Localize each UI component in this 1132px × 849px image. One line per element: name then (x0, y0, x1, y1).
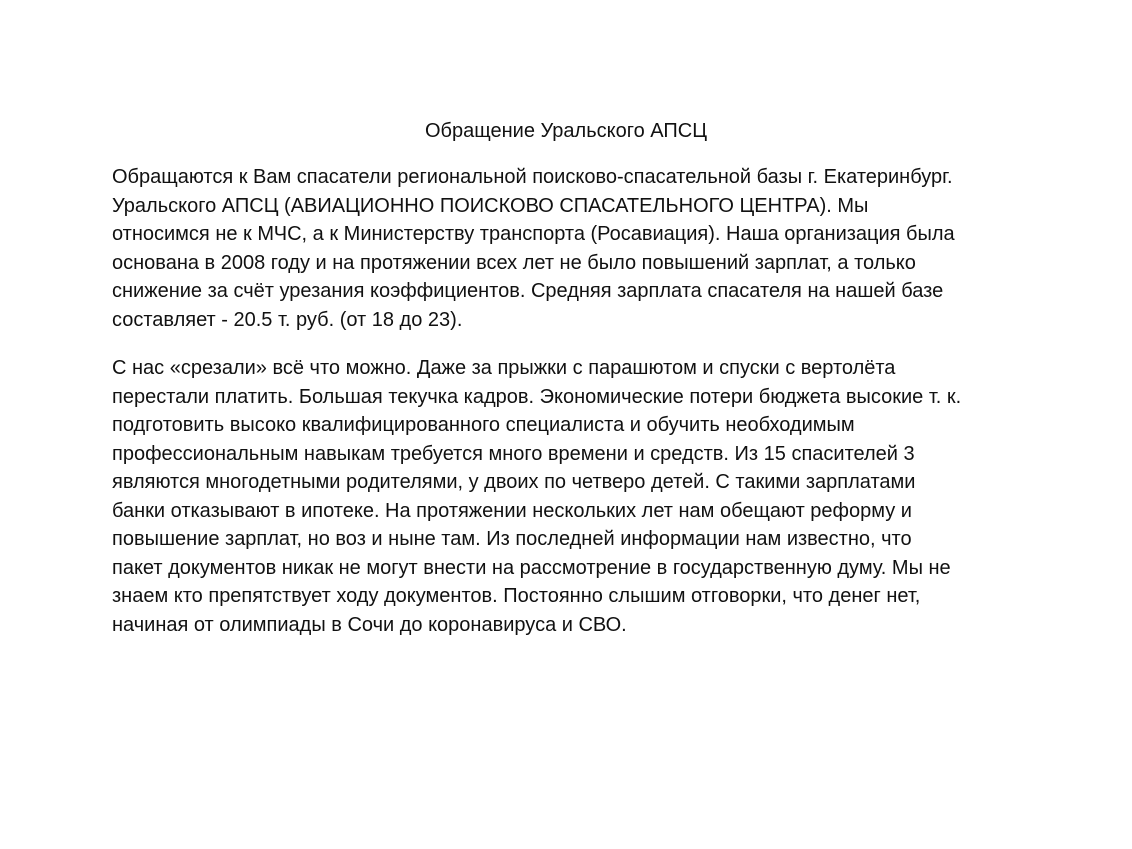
document-title: Обращение Уральского АПСЦ (424, 120, 707, 142)
document-body (112, 163, 1092, 639)
paragraph-1: Обращаются к Вам спасатели региональной поисково-спасательной базы г. Екатеринбург. Уральского АПСЦ (АВИАЦИОННО ПОИСКОВО СПАСАТЕЛЬНОГО ЦЕНТРА). Мы относимся не к МЧС, а к Министерству транспорта (Росавиация). Наша организация была основана в 2008 году и на протяжении всех лет не было повышений зарплат, а только снижение за счёт урезания коэффициентов. Средняя зарплата спасателя на нашей базе составляет - 20.5 т. руб. (от 18 до 23). (112, 166, 955, 331)
paragraph-2: С нас «срезали» всё что можно. Даже за прыжки с парашютом и спуски с вертолёта перестали платить. Большая текучка кадров. Экономические потери бюджета высокие т. к. подготовить высоко квалифицированного специалиста и обучить необходимым профессиональным навыкам требуется много времени и средств. Из 15 спасителей 3 являются многодетными родителями, у двоих по четверо детей. С такими зарплатами банки отказывают в ипотеке. На протяжении нескольких лет нам обещают реформу и повышение зарплат, но воз и ныне там. Из последней информации нам известно, что пакет документов никак не могут внести на рассмотрение в государственную думу. Мы не знаем кто препятствует ходу документов. Постоянно слышим отговорки, что денег нет, начиная от олимпиады в Сочи до коронавируса и СВО. (112, 357, 962, 636)
